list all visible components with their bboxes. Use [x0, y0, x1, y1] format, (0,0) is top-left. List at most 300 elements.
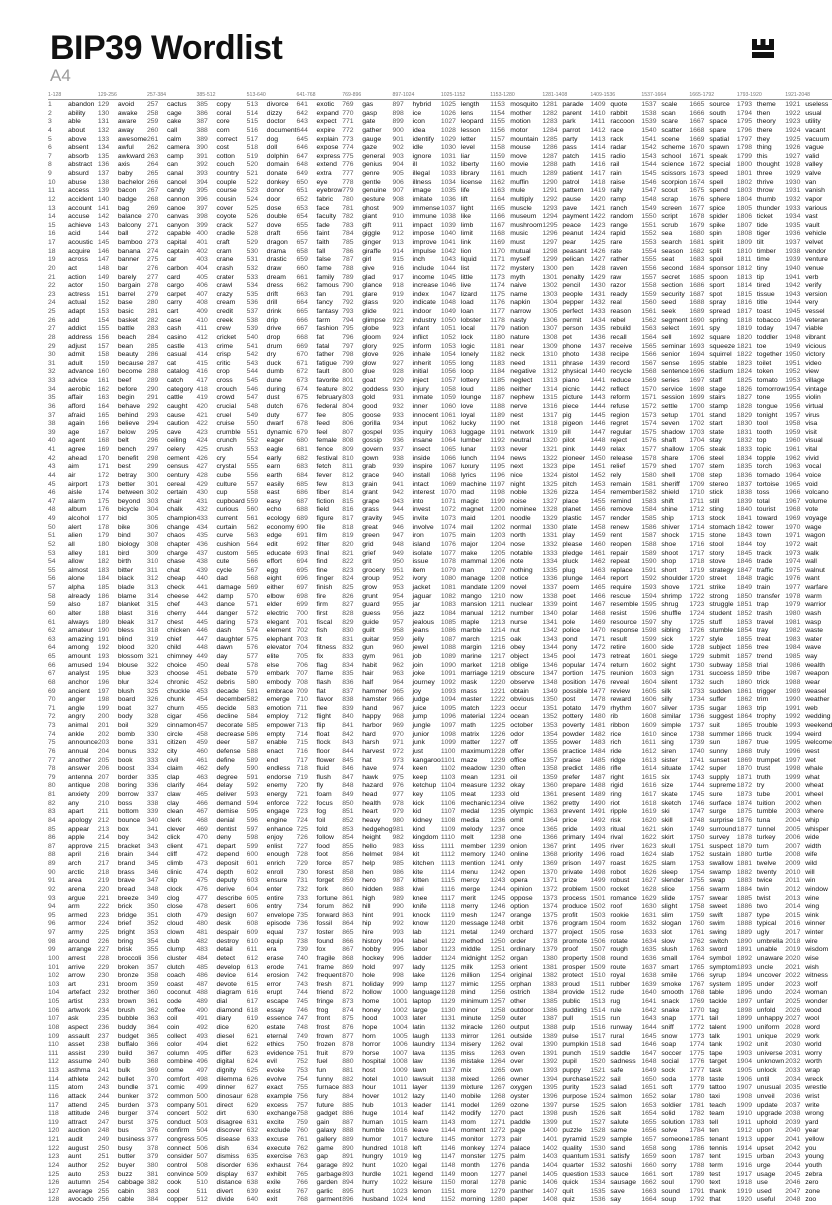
word-index: 504: [196, 1127, 208, 1135]
word-entry: [542, 619, 590, 628]
word-entry: [98, 1024, 147, 1033]
word-text: load: [460, 299, 474, 307]
word-index: 1198: [490, 489, 505, 497]
word-index: 1027: [440, 118, 456, 126]
word-entry: [48, 946, 98, 955]
word-entry: [247, 515, 297, 524]
word-entry: [641, 920, 689, 929]
word-text: eye: [316, 178, 328, 186]
word-index: 347: [146, 877, 159, 885]
word-index: 1536: [590, 1196, 606, 1204]
word-text: crowd: [216, 394, 235, 402]
column-range-label: 1281-1408: [542, 92, 590, 100]
word-index: 1502: [590, 903, 606, 911]
word-text: share: [661, 454, 679, 462]
word-index: 58: [48, 592, 56, 600]
word-index: 1098: [440, 730, 456, 738]
word-index: 1649: [641, 1067, 657, 1074]
word-entry: [641, 360, 689, 369]
word-text: melody: [460, 825, 483, 833]
word-text: motor: [510, 126, 528, 134]
word-text: seek: [661, 308, 676, 315]
word-index: 1350: [542, 696, 558, 704]
word-text: midnight: [460, 954, 487, 962]
word-text: dignity: [216, 1067, 237, 1074]
word-index: 1317: [542, 411, 558, 419]
word-entry: [641, 239, 689, 248]
word-text: elephant: [266, 635, 293, 643]
word-text: snake: [661, 1006, 680, 1014]
word-index: 1465: [590, 584, 606, 591]
word-index: 143: [97, 221, 110, 229]
word-entry: [98, 800, 147, 809]
word-entry: [441, 446, 490, 455]
word-index: 1349: [542, 687, 558, 695]
word-entry: [441, 1136, 490, 1145]
word-text: gentle: [362, 178, 381, 186]
word-index: 75: [48, 739, 56, 747]
word-text: net: [510, 420, 520, 428]
word-index: 166: [97, 420, 110, 428]
word-index: 646: [296, 144, 308, 152]
word-index: 680: [296, 437, 308, 445]
word-index: 934: [392, 420, 404, 428]
word-text: clever: [166, 825, 186, 833]
word-text: inner: [412, 402, 428, 410]
word-text: burst: [117, 1118, 133, 1126]
word-index: 1191: [490, 428, 505, 436]
word-index: 771: [342, 118, 354, 126]
word-text: safe: [610, 1067, 624, 1074]
word-index: 242: [97, 1075, 110, 1083]
word-index: 1412: [590, 126, 606, 134]
word-text: response: [610, 627, 639, 635]
word-text: patient: [562, 170, 583, 177]
word-index: 12: [48, 195, 56, 203]
word-index: 897: [392, 101, 404, 108]
word-text: mouse: [510, 144, 531, 152]
word-entry: [392, 360, 440, 369]
word-index: 333: [146, 756, 159, 764]
word-text: foster: [316, 929, 334, 936]
word-index: 1583: [641, 497, 657, 505]
word-index: 345: [146, 860, 159, 867]
word-entry: [98, 110, 147, 119]
word-entry: [98, 1171, 147, 1180]
word-text: love: [460, 402, 474, 410]
word-index: 1341: [542, 618, 558, 626]
word-entry: [147, 567, 196, 576]
word-index: 1388: [542, 1023, 558, 1031]
word-text: bone: [117, 739, 133, 747]
word-entry: [247, 1007, 297, 1016]
word-text: roast: [610, 860, 626, 867]
word-index: 1222: [490, 696, 506, 704]
word-entry: [342, 662, 392, 671]
word-index: 1599: [641, 635, 657, 643]
word-text: curtain: [216, 523, 237, 531]
word-index: 950: [392, 558, 404, 566]
word-text: scare: [661, 118, 678, 126]
word-text: skate: [661, 791, 678, 798]
word-index: 1637: [641, 963, 657, 971]
word-text: salon: [610, 1101, 627, 1109]
word-index: 888: [342, 1127, 354, 1135]
word-index: 388: [196, 126, 208, 134]
word-entry: [342, 274, 392, 283]
word-text: rotate: [610, 937, 628, 945]
word-index: 198: [97, 696, 110, 704]
word-entry: [542, 291, 590, 300]
word-text: frost: [316, 1023, 330, 1031]
word-index: 1134: [440, 1041, 456, 1049]
word-text: scrub: [661, 221, 678, 229]
word-entry: [641, 213, 689, 222]
word-text: soldier: [661, 1101, 682, 1109]
word-index: 402: [196, 247, 208, 255]
word-entry: [297, 412, 343, 421]
word-index: 169: [97, 446, 110, 453]
word-entry: [641, 627, 689, 636]
word-index: 1519: [590, 1049, 606, 1057]
word-text: reflect: [610, 385, 629, 393]
word-text: believe: [117, 420, 140, 428]
word-text: century: [166, 471, 190, 479]
word-entry: [542, 1076, 590, 1085]
word-text: salute: [610, 1118, 629, 1126]
word-text: comic: [166, 1084, 185, 1092]
word-text: shrug: [661, 601, 679, 609]
word-text: arrive: [68, 963, 85, 971]
word-entry: [542, 1050, 590, 1059]
word-entry: [196, 765, 246, 774]
word-index: 692: [296, 540, 308, 548]
word-text: glue: [362, 368, 376, 376]
word-entry: [247, 1162, 297, 1171]
word-index: 1313: [542, 377, 558, 384]
word-index: 1446: [590, 420, 606, 428]
word-entry: [297, 817, 343, 826]
word-text: immune: [412, 213, 437, 221]
word-text: rich: [610, 739, 622, 747]
word-text: purse: [562, 1101, 580, 1109]
word-entry: [247, 1179, 297, 1188]
word-text: endorse: [266, 773, 292, 781]
word-entry: [590, 713, 641, 722]
word-entry: [98, 386, 147, 395]
word-entry: [48, 1196, 98, 1205]
word-index: 478: [196, 903, 208, 911]
word-index: 113: [48, 1067, 59, 1074]
word-entry: [641, 256, 689, 265]
word-text: quality: [562, 1144, 583, 1152]
word-text: maze: [460, 756, 478, 764]
word-text: good: [362, 402, 378, 410]
word-entry: [590, 386, 641, 395]
word-entry: [196, 593, 246, 602]
word-text: alert: [68, 523, 82, 531]
word-entry: [342, 1127, 392, 1136]
word-entry: [48, 869, 98, 878]
word-index: 283: [146, 325, 159, 333]
word-index: 648: [296, 161, 308, 169]
word-index: 1458: [590, 523, 606, 531]
word-entry: [342, 110, 392, 119]
word-entry: [590, 972, 641, 981]
word-text: chalk: [166, 506, 183, 514]
word-entry: [247, 981, 297, 990]
word-text: narrow: [510, 308, 532, 315]
word-text: liar: [460, 152, 470, 160]
word-text: pelican: [562, 256, 584, 264]
word-entry: [98, 308, 147, 317]
word-index: 86: [48, 834, 56, 842]
word-text: crystal: [216, 463, 237, 471]
word-entry: [542, 972, 590, 981]
word-index: 549: [246, 411, 259, 419]
word-index: 1015: [392, 1118, 408, 1126]
word-entry: [196, 343, 246, 352]
word-entry: [297, 110, 343, 119]
word-index: 626: [246, 1075, 259, 1083]
word-text: curve: [216, 532, 234, 540]
word-text: melt: [460, 834, 474, 842]
word-index: 1037: [440, 204, 456, 212]
word-entry: [98, 282, 147, 291]
word-index: 995: [392, 946, 404, 954]
word-text: blanket: [117, 601, 140, 609]
word-text: chimney: [166, 653, 193, 660]
word-index: 1180: [490, 333, 505, 341]
word-entry: [196, 532, 246, 541]
word-entry: [196, 1084, 246, 1093]
word-text: broom: [117, 980, 138, 988]
word-text: audit: [68, 1136, 83, 1143]
word-entry: [441, 291, 490, 300]
word-text: budget: [117, 1032, 139, 1040]
word-index: 1627: [641, 877, 657, 885]
word-index: 1547: [641, 187, 657, 195]
word-entry: [641, 998, 689, 1007]
word-index: 1153: [490, 101, 505, 108]
word-index: 1175: [490, 290, 505, 298]
word-index: 958: [392, 627, 404, 635]
word-entry: [196, 1127, 246, 1136]
word-text: decide: [216, 704, 237, 712]
word-text: expect: [316, 118, 337, 126]
word-index: 1391: [542, 1049, 558, 1057]
word-index: 666: [296, 316, 308, 324]
word-index: 1312: [542, 368, 558, 376]
word-entry: [98, 955, 147, 964]
word-entry: [441, 489, 490, 498]
word-index: 1596: [641, 609, 657, 617]
word-index: 1055: [440, 359, 456, 367]
word-text: execute: [266, 1144, 291, 1152]
word-text: call: [166, 126, 178, 134]
word-text: salmon: [610, 1092, 633, 1100]
word-entry: [247, 481, 297, 490]
word-text: roof: [610, 903, 623, 911]
word-entry: [392, 774, 440, 783]
word-text: feature: [316, 385, 338, 393]
word-text: morning: [460, 1196, 486, 1204]
word-index: 211: [97, 808, 109, 816]
word-text: riot: [610, 799, 620, 807]
word-text: dawn: [216, 644, 233, 652]
word-text: annual: [68, 747, 89, 755]
word-entry: [590, 196, 641, 205]
word-entry: [590, 334, 641, 343]
word-text: size: [661, 782, 674, 790]
word-index: 695: [296, 566, 308, 574]
word-index: 1607: [641, 704, 657, 712]
word-entry: [147, 765, 196, 774]
word-index: 634: [246, 1144, 259, 1152]
word-text: off: [510, 739, 518, 747]
word-text: crumble: [216, 428, 241, 436]
word-index: 780: [342, 195, 354, 203]
word-index: 873: [342, 998, 354, 1005]
word-text: skin: [661, 825, 674, 833]
word-entry: [641, 774, 689, 783]
word-index: 635: [246, 1153, 259, 1161]
word-index: 176: [97, 506, 110, 514]
word-index: 133: [97, 135, 110, 143]
word-entry: [490, 662, 542, 671]
word-entry: [490, 731, 542, 740]
word-text: brother: [117, 989, 140, 997]
word-entry: [641, 498, 689, 507]
word-index: 1045: [440, 273, 456, 281]
word-text: drip: [266, 316, 279, 324]
word-entry: [590, 869, 641, 878]
word-index: 1497: [590, 860, 606, 867]
word-entry: [441, 230, 490, 239]
word-entry: [641, 386, 689, 395]
word-index: 1655: [641, 1118, 657, 1126]
word-entry: [98, 567, 147, 576]
word-text: orphan: [510, 980, 532, 988]
word-index: 1621: [641, 825, 657, 833]
word-entry: [147, 282, 196, 291]
word-text: large: [412, 1006, 428, 1014]
word-text: artwork: [68, 1006, 91, 1014]
word-index: 802: [342, 385, 354, 393]
word-entry: [147, 394, 196, 403]
word-index: 377: [146, 1136, 159, 1143]
word-index: 1647: [641, 1049, 657, 1057]
word-index: 1189: [490, 411, 505, 419]
word-entry: [392, 282, 440, 291]
word-text: enjoy: [266, 834, 283, 842]
word-index: 699: [296, 601, 308, 609]
word-entry: [48, 179, 98, 188]
word-text: depend: [216, 851, 240, 859]
word-index: 118: [48, 1110, 59, 1118]
word-index: 22: [48, 282, 56, 290]
word-index: 533: [246, 273, 259, 281]
word-text: happy: [362, 713, 381, 721]
word-index: 1200: [490, 506, 506, 514]
word-index: 1321: [542, 446, 558, 453]
column-range-label: 1153-1280: [490, 92, 542, 100]
word-index: 1572: [641, 402, 657, 410]
word-entry: [297, 515, 343, 524]
word-entry: [48, 722, 98, 731]
word-text: milk: [460, 963, 473, 971]
word-text: hungry: [362, 1153, 384, 1161]
word-index: 832: [342, 644, 354, 652]
word-text: scorpion: [661, 178, 688, 186]
word-text: ill: [412, 161, 418, 169]
word-index: 607: [246, 911, 259, 919]
word-index: 838: [342, 696, 354, 704]
word-index: 851: [342, 808, 354, 816]
word-index: 599: [246, 842, 259, 850]
word-entry: [392, 929, 440, 938]
word-entry: [342, 981, 392, 990]
word-entry: [441, 688, 490, 697]
word-entry: [147, 1058, 196, 1067]
word-text: all: [68, 540, 75, 548]
word-entry: [542, 437, 590, 446]
word-entry: [196, 334, 246, 343]
word-text: civil: [166, 756, 179, 764]
word-text: picnic: [562, 385, 580, 393]
word-index: 1557: [641, 273, 657, 281]
word-entry: [392, 826, 440, 835]
word-text: escape: [266, 998, 289, 1005]
word-entry: [147, 610, 196, 619]
word-text: price: [562, 816, 578, 824]
word-text: rally: [610, 187, 623, 195]
word-index: 1527: [590, 1118, 606, 1126]
word-index: 1085: [440, 618, 456, 626]
word-text: pave: [562, 204, 578, 212]
word-entry: [441, 903, 490, 912]
word-text: ready: [610, 290, 628, 298]
word-text: ceiling: [166, 437, 187, 445]
word-index: 1035: [440, 187, 456, 195]
word-index: 1113: [440, 860, 455, 867]
word-entry: [441, 360, 490, 369]
word-text: biology: [117, 540, 140, 548]
word-index: 1521: [590, 1067, 606, 1074]
word-text: fossil: [316, 920, 333, 928]
word-index: 1193: [490, 446, 505, 453]
word-text: lizard: [460, 290, 478, 298]
word-text: joy: [412, 687, 422, 695]
word-text: hockey: [362, 954, 384, 962]
word-entry: [392, 662, 440, 671]
word-index: 34: [48, 385, 56, 393]
word-index: 1166: [490, 213, 505, 221]
word-entry: [147, 895, 196, 904]
word-entry: [147, 1162, 196, 1171]
word-entry: [441, 532, 490, 541]
word-entry: [542, 222, 590, 231]
word-index: 370: [146, 1075, 159, 1083]
word-text: pear: [562, 239, 577, 246]
word-index: 1158: [490, 144, 505, 152]
word-entry: [48, 912, 98, 921]
word-text: mask: [460, 678, 478, 686]
word-text: shuffle: [661, 609, 682, 617]
wordlist-column: [297, 92, 343, 1205]
word-text: beach: [117, 333, 137, 341]
word-entry: [247, 791, 297, 800]
